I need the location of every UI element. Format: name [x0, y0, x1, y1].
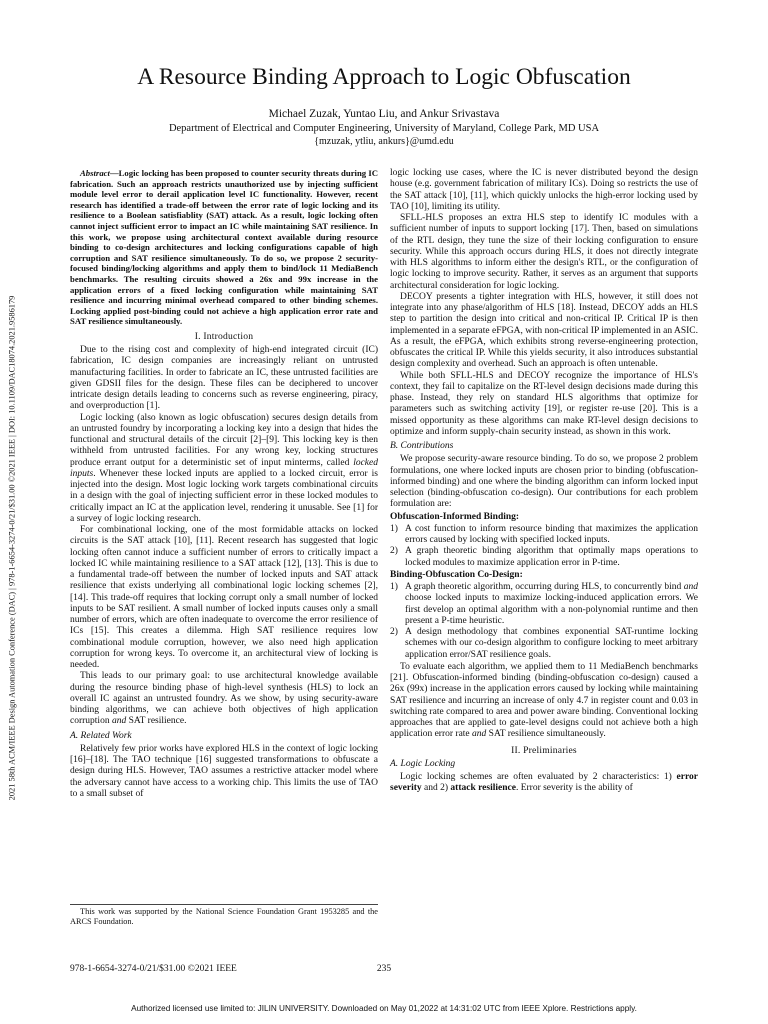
- conference-doi-note: 2021 58th ACM/IEEE Design Automation Conference (DAC) | 978-1-6654-3274-0/21/$31.00 ©2021 IEEE | DOI: 10.1109/DAC18074.2021.9586179: [7, 295, 17, 801]
- intro-paragraph-1: Due to the rising cost and complexity of high-end integrated circuit (IC) fabrication, IC design companies are increasingly reliant on untrusted manufacturing facilities. In order to fabricate an IC, these untrusted facilities are given GDSII files for the design. These files can be deciphered to uncover intricate design details leading to concerns such as reverse engineering, piracy, and overproduction [1].: [70, 345, 378, 412]
- abstract-label: Abstract: [80, 168, 110, 178]
- left-column: [70, 168, 378, 800]
- side-margin-note: [4, 198, 20, 898]
- subsection-heading-related-work: A. Related Work: [70, 730, 132, 741]
- abstract: [70, 168, 378, 327]
- logic-locking-paragraph: Logic locking schemes are often evaluated by 2 characteristics: 1) error severity and 2) attack resilience. Error severity is the ability of: [390, 772, 698, 794]
- section-heading-introduction: I. Introduction: [194, 330, 254, 342]
- funding-footnote: This work was supported by the National Science Foundation Grant 1953285 and the ARCS Foundation.: [70, 907, 378, 926]
- list-item: 2) A design methodology that combines exponential SAT-runtime locking schemes with our co-design algorithm to configure locking to meet arbitrary application error/SAT resilience goals.: [390, 627, 698, 660]
- subsection-heading-logic-locking: A. Logic Locking: [390, 758, 456, 769]
- list-item: 1) A graph theoretic algorithm, occurring during HLS, to concurrently bind and choose locked inputs to maximize locking-induced application errors. We first develop an optimal algorithm with a non-polynomial runtime and then present a P-time heuristic.: [390, 582, 698, 626]
- author-affiliation: Department of Electrical and Computer Engineering, University of Maryland, College Park, MD USA: [168, 123, 600, 134]
- paper-title: A Resource Binding Approach to Logic Obfuscation: [137, 64, 631, 90]
- related-work-paragraph: Relatively few prior works have explored HLS in the context of logic locking [16]–[18]. The TAO technique [16] suggested transformations to obfuscate a design during HLS. However, TAO assumes a restrictive attacker model where the adversary cannot have access to a working chip. This limits the use of TAO to a small subset of: [70, 743, 378, 799]
- intro-paragraph-4: This leads to our primary goal: to use architectural knowledge available during the resource binding phase of high-level synthesis (HLS) to lock an overall IC against an untrusted foundry. As we show, by using security-aware binding algorithms, we can achieve both objectives of high application corruption and SAT resilience.: [70, 671, 378, 727]
- comparison-paragraph: While both SFLL-HLS and DECOY recognize the importance of HLS's context, they fail to capitalize on the RT-level design decisions made during this phase. Instead, they rely on standard HLS algorithms that optimize for parameters such as switching activity [19], or register re-use [20]. This is a missed opportunity as these algorithms can make RT-level design decisions to optimize and inform supply-chain security instead, as shown in this work.: [390, 370, 698, 437]
- intro-paragraph-2: Logic locking (also known as logic obfuscation) secures design details from an untrusted foundry by incorporating a locking key into a design that hides the functional and structural details of the circuit [2]–[9]. This locking key is then withheld from untrusted facilities. For any wrong key, locking structures produce errant output for a deterministic set of input minterms, called locked inputs. Whenever these locked inputs are applied to a locked circuit, error is injected into the design. Most logic locking work targets combinational circuits in a design with the goal of injecting sufficient error in these locked modules to critically impact an IC at the application level, rendering it unusable. See [1] for a survey of logic locking research.: [70, 412, 378, 524]
- abstract-text: —Logic locking has been proposed to counter security threats during IC fabrication. Such an approach restricts unauthorized use by injecting sufficient module level error to derail application level IC functionality. However, recent research has identified a trade-off between the error rate of logic locking and its resilience to a Boolean satisfiablity (SAT) attack. As a result, logic locking often cannot inject sufficient error to impact an IC while maintaining SAT resilience. In this work, we propose using architectural context available during resource binding to co-design architectures and locking configurations capable of high corruption and SAT resilience simultaneously. To do so, we propose 2 security-focused binding/locking algorithms and apply them to bind/lock 11 MediaBench benchmarks. The resulting circuits showed a 26x and 99x increase in the application errors of a fixed locking configuration while maintaining SAT resilience and incurring minimal overhead compared to other binding schemes. Locking applied post-binding could not achieve a high application error rate and SAT resilience simultaneously.: [70, 168, 378, 327]
- evaluation-paragraph: To evaluate each algorithm, we applied them to 11 MediaBench benchmarks [21]. Obfuscation-informed binding (binding-obfuscation co-design) caused a 26x (99x) increase in the application errors caused by locking while maintaining SAT resilience and incurring an increase of only 4.7 in register count and 0.03 in switching rate compared to area and power aware binding. Conventional locking approaches that are applied to gate-level designs could not achieve both a high application error rate and SAT resilience simultaneously.: [390, 661, 698, 740]
- list-item: 2) A graph theoretic binding algorithm that optimally maps operations to locked modules to maximize application error in P-time.: [390, 546, 698, 568]
- heading-obfuscation-informed-binding: Obfuscation-Informed Binding:: [390, 511, 520, 522]
- footnote: [70, 904, 378, 927]
- page-number: 235: [376, 964, 392, 974]
- author-emails: {mzuzak, ytliu, ankurs}@umd.edu: [314, 136, 454, 147]
- sfll-hls-paragraph: SFLL-HLS proposes an extra HLS step to identify IC modules with a sufficient number of inputs to support locking [17]. Then, based on simulations of the RTL design, they tune the size of their locking configuration to ensure security. While this approach occurs during HLS, it does not directly integrate with HLS algorithms to inform either the design's RTL, or the configuration of logic locking to improve security. Rather, it serves as an argument that supports architectural consideration for logic locking.: [390, 213, 698, 291]
- heading-binding-obfuscation-co-design: Binding-Obfuscation Co-Design:: [390, 569, 523, 580]
- intro-paragraph-3: For combinational locking, one of the most formidable attacks on locked circuits is the SAT attack [10], [11]. Recent research has suggested that logic locking often cannot induce a sufficient number of errors to critically impact a locked IC while maintaining resilience to a SAT attack [12], [13]. This is due to a fundamental trade-off between the number of locked inputs and SAT attack resilience that exists underlying all combinational logic locking schemes [2], [14]. This trade-off requires that locking corrupt only a small number of locked inputs to be SAT resilient. A small number of locked inputs causes only a small number of errors, which are often inadequate to overcome the error resilience of ICs [15]. This creates a dilemma. High SAT resilience requires low combinational module corruption, however, we also need high application corruption for wrong keys. To overcome it, an architectural view of locking is needed.: [70, 525, 378, 671]
- decoy-paragraph: DECOY presents a tighter integration with HLS, however, it still does not integrate into any phase/algorithm of HLS [18]. Instead, DECOY adds an HLS step to partition the design into critical and non-critical IP. Critical IP is then implemented in a separate eFPGA, with non-critical IP implemented in an ASIC. As a result, the eFPGA, which exhibits strong reverse-engineering protection, obfuscates the critical IP. While this yields security, it also introduces substantial design complexity and overhead. Such an approach is often untenable.: [390, 291, 698, 370]
- co-design-list: [390, 582, 698, 661]
- obfuscation-informed-list: [390, 524, 698, 569]
- contributions-paragraph: We propose security-aware resource binding. To do so, we propose 2 problem formulations, one where locked inputs are chosen prior to binding (obfuscation-informed binding) and one where the binding algorithm can inform locked input selection (binding-obfuscation co-design). Our contributions for each problem formulation are:: [390, 454, 698, 510]
- related-work-continued: logic locking use cases, where the IC is never distributed beyond the design house (e.g. government fabrication of military ICs). Doing so restricts the use of the SAT attack [10], [11], which quickly unlocks the high-error locking used by TAO [10], limiting its utility.: [390, 168, 698, 212]
- list-item: 1) A cost function to inform resource binding that maximizes the application errors caused by locking with specified locked inputs.: [390, 523, 698, 545]
- section-heading-preliminaries: II. Preliminaries: [511, 744, 577, 756]
- author-list: Michael Zuzak, Yuntao Liu, and Ankur Srivastava: [268, 108, 500, 120]
- footer-isbn: 978-1-6654-3274-0/21/$31.00 ©2021 IEEE: [70, 964, 237, 974]
- license-notice: Authorized licensed use limited to: JILIN UNIVERSITY. Downloaded on May 01,2022 at 14:31:02 UTC from IEEE Xplore. Restrictions apply.: [131, 1004, 637, 1013]
- right-column: [390, 168, 698, 795]
- subsection-heading-contributions: B. Contributions: [390, 441, 454, 451]
